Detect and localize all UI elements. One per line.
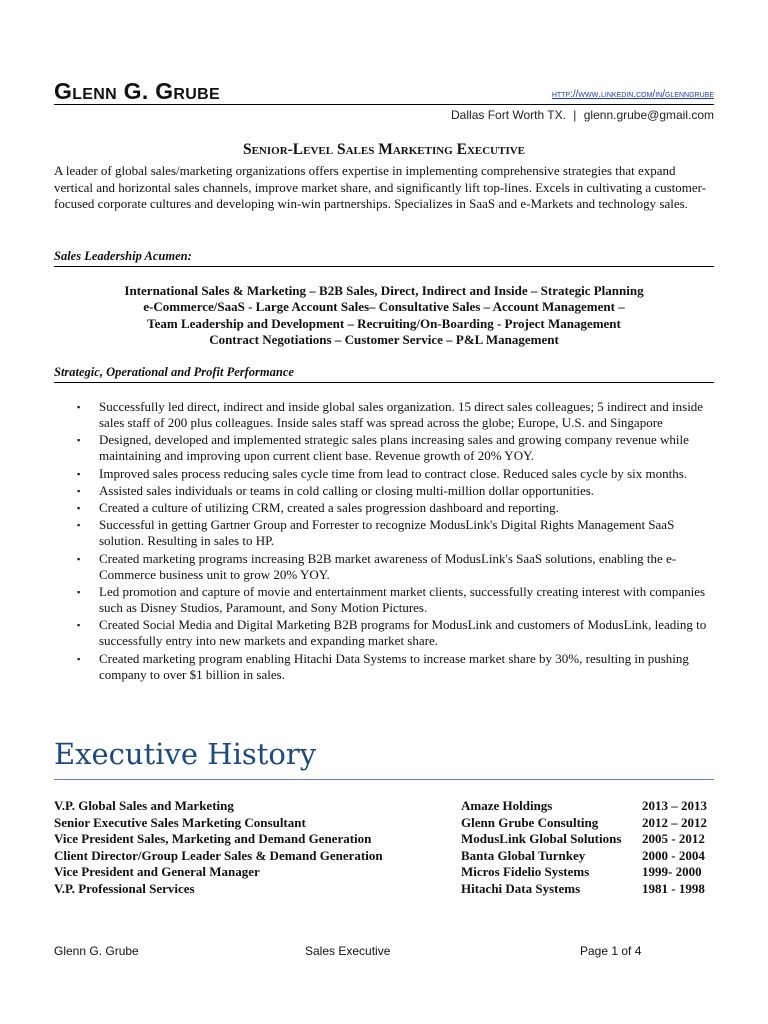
- years-cell: 2000 - 2004: [642, 847, 705, 863]
- list-item: [54, 584, 714, 616]
- bullet-icon: ▪: [77, 520, 81, 531]
- list-item: [54, 551, 714, 583]
- bullet-text: Assisted sales individuals or teams in cold calling or closing multi-million dollar opportunities.: [99, 482, 595, 498]
- acumen-section-label: Sales Leadership Acumen:: [54, 249, 192, 263]
- list-item: [54, 432, 714, 464]
- list-item: [54, 651, 714, 683]
- footer-name: Glenn G. Grube: [54, 944, 139, 958]
- email-text: glenn.grube@gmail.com: [583, 108, 714, 122]
- years-cell: 1999- 2000: [642, 864, 702, 880]
- bullet-text: Created a culture of utilizing CRM, created a sales progression dashboard and reporting.: [99, 500, 559, 516]
- list-item: [54, 500, 714, 516]
- company-cell: Hitachi Data Systems: [461, 880, 581, 896]
- bullet-text: Created Social Media and Digital Marketing B2B programs for ModusLink and customers of ModusLink, leading to successfully entry into new markets and expanding market share.: [99, 617, 707, 649]
- role-cell: V.P. Global Sales and Marketing: [54, 798, 234, 813]
- bullet-icon: ▪: [77, 485, 81, 496]
- bullet-icon: ▪: [77, 402, 81, 412]
- contact-separator: |: [573, 108, 577, 122]
- bullet-icon: ▪: [77, 653, 81, 664]
- years-cell: 2012 – 2012: [642, 814, 707, 830]
- bullet-text: Created marketing program enabling Hitachi Data Systems to increase market share by 30%, resulting in pushing company to over $1 billion in sales.: [99, 650, 689, 682]
- footer-title: Sales Executive: [305, 944, 391, 958]
- acumen-divider: [54, 266, 714, 267]
- years-cell: 1981 - 1998: [642, 880, 705, 896]
- bullet-icon: ▪: [77, 503, 81, 514]
- table-row: [54, 831, 724, 848]
- bullet-text: Created marketing programs increasing B2B market awareness of ModusLink's SaaS solutions, enabling the e-Commerce business unit to grow 20% YOY.: [99, 550, 677, 582]
- list-item: [54, 399, 714, 431]
- contact-line: [451, 108, 714, 122]
- page-number: Page 1 of 4: [580, 944, 642, 958]
- skills-line: Contract Negotiations – Customer Service – P&L Management: [209, 331, 559, 347]
- table-row: [54, 798, 724, 815]
- company-cell: Glenn Grube Consulting: [461, 814, 599, 830]
- executive-history-divider: [54, 779, 714, 780]
- role-cell: Senior Executive Sales Marketing Consultant: [54, 814, 306, 830]
- years-cell: 2005 - 2012: [642, 831, 705, 847]
- executive-history-title: Executive History: [54, 737, 317, 771]
- bullet-text: Designed, developed and implemented strategic sales plans increasing sales and growing company revenue while maintaining and improving upon current client base. Revenue growth of 20% YOY.: [99, 432, 689, 464]
- skills-line: Team Leadership and Development – Recruiting/On-Boarding - Project Management: [147, 315, 621, 331]
- performance-bullet-list: [54, 399, 714, 684]
- performance-divider: [54, 382, 714, 383]
- summary-paragraph: A leader of global sales/marketing organizations offers expertise in implementing comprehensive strategies that expand vertical and horizontal sales channels, improve market share, and significantly lift top-lines. Excels in cultivating a customer-focused corporate cultures and developing win-win partnerships. Specializes in SaaS and e-Markets and technology sales.: [54, 163, 707, 211]
- list-item: [54, 483, 714, 499]
- skills-line: e-Commerce/SaaS - Large Account Sales– Consultative Sales – Account Management –: [143, 299, 625, 315]
- bullet-icon: ▪: [77, 468, 81, 479]
- bullet-icon: ▪: [77, 620, 81, 631]
- header-divider: [54, 104, 714, 105]
- years-cell: 2013 – 2013: [642, 798, 707, 813]
- role-cell: Vice President Sales, Marketing and Demand Generation: [54, 831, 372, 847]
- role-cell: V.P. Professional Services: [54, 880, 195, 896]
- bullet-icon: ▪: [77, 553, 81, 564]
- linkedin-link[interactable]: http://www.linkedin.com/in/glenngrube: [551, 89, 714, 100]
- table-row: [54, 881, 724, 898]
- role-cell: Vice President and General Manager: [54, 864, 260, 880]
- bullet-text: Successful in getting Gartner Group and Forrester to recognize ModusLink's Digital Rights Management SaaS solution. Resulting in sales to HP.: [99, 517, 675, 549]
- list-item: [54, 617, 714, 649]
- bullet-text: Successfully led direct, indirect and inside global sales organization. 15 direct sales colleagues; 5 indirect and inside sales staff of 200 plus colleagues. Inside sales staff was spread across the globe; Europe, U.S. and Singapore: [99, 399, 704, 430]
- professional-headline: Senior-Level Sales Marketing Executive: [242, 141, 526, 158]
- table-row: [54, 815, 724, 832]
- bullet-icon: ▪: [77, 435, 81, 446]
- bullet-icon: ▪: [77, 587, 81, 598]
- bullet-text: Improved sales process reducing sales cycle time from lead to contract close. Reduced sales cycle by six months.: [99, 465, 688, 481]
- role-cell: Client Director/Group Leader Sales & Demand Generation: [54, 847, 383, 863]
- list-item: [54, 517, 714, 549]
- executive-history-table: [54, 798, 724, 898]
- location-text: Dallas Fort Worth TX.: [451, 108, 566, 122]
- candidate-name: Glenn G. Grube: [54, 78, 220, 104]
- company-cell: Micros Fidelio Systems: [461, 864, 590, 880]
- company-cell: Amaze Holdings: [461, 798, 553, 813]
- table-row: [54, 848, 724, 865]
- bullet-text: Led promotion and capture of movie and entertainment market clients, successfully creating interest with companies such as Disney Studios, Paramount, and Sony Motion Pictures.: [99, 584, 706, 616]
- skills-line: International Sales & Marketing – B2B Sales, Direct, Indirect and Inside – Strategic Planning: [124, 283, 644, 298]
- performance-section-label: Strategic, Operational and Profit Performance: [54, 365, 294, 379]
- company-cell: ModusLink Global Solutions: [461, 831, 622, 847]
- table-row: [54, 864, 724, 881]
- list-item: [54, 466, 714, 482]
- skills-list: [0, 283, 768, 348]
- company-cell: Banta Global Turnkey: [461, 847, 586, 863]
